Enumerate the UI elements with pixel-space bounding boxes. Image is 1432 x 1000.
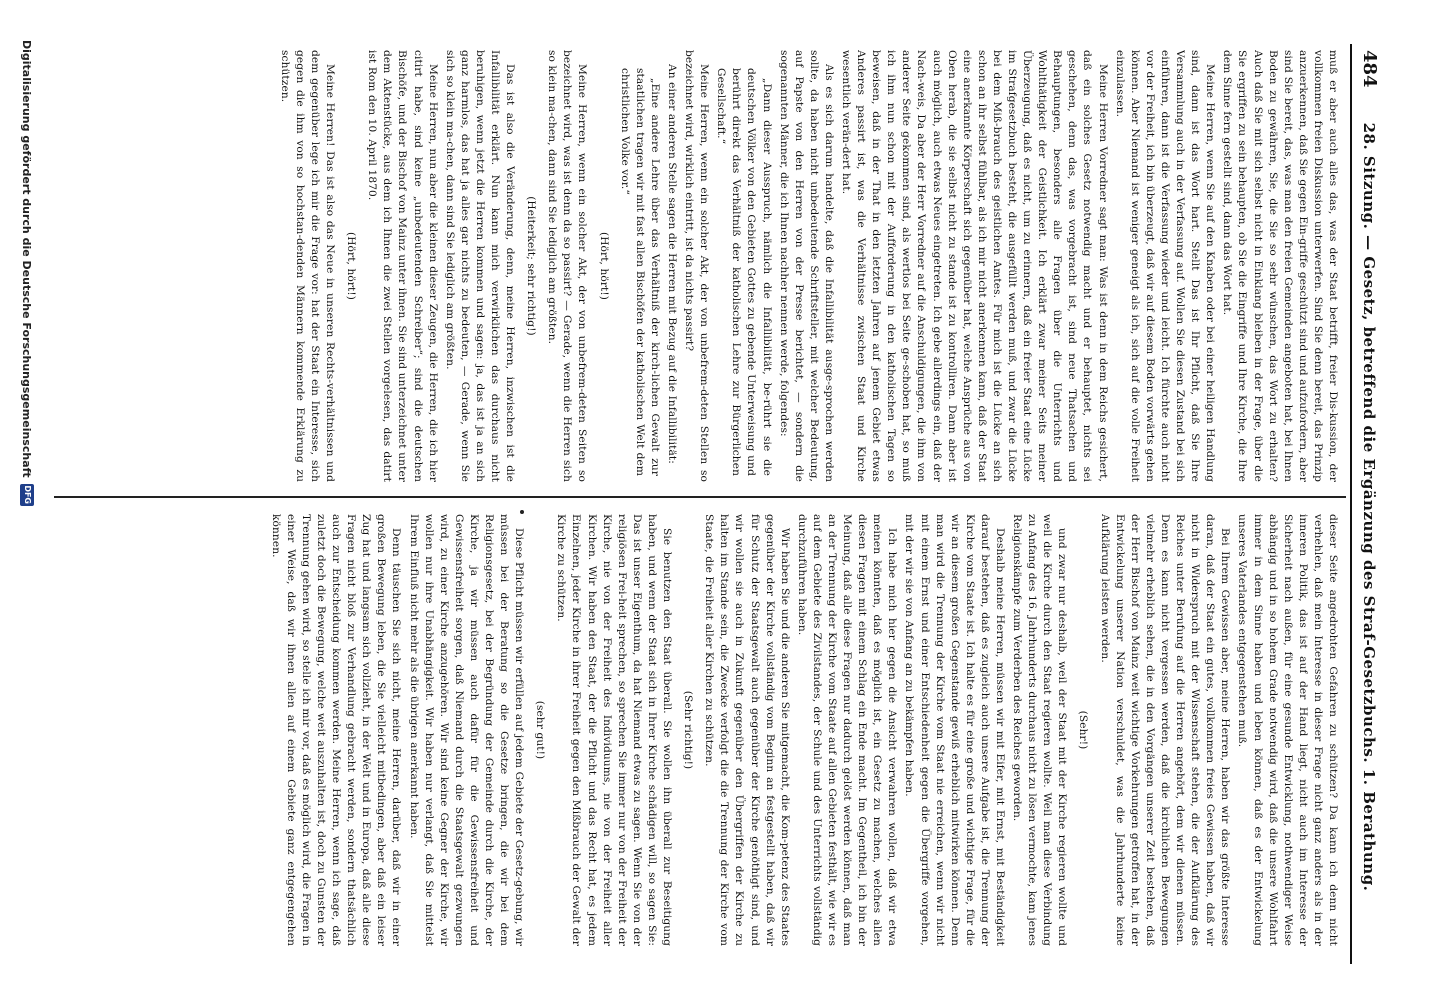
interjection: (Sehr richtig!) <box>682 690 695 770</box>
paragraph: Meine Herren, wenn Sie auf den Knaben oder bei einer heiligen Handlung sind, dann ist das Wort hart. Stellt Das ist Ihr Pflicht, daß Sie Ihre Versammlung auch in der Verfassung auf. Wollen Sie diesen Zustand bei sich einführen, dann ist die Verfassung wieder und leicht. Ich fürchte auch nicht vor der Freiheit, ich bin überzeugt, daß wir auf diesem Boden vorwärts gehen können. Aber Niemand ist weniger geneigt als ich, sich auf die volle Freiheit einzulassen. <box>1113 50 1217 482</box>
paragraph: Ich habe mich hier gegen die Ansicht verwahren wollen, daß wir etwa meinen könnten, daß es möglich ist, ein Gesetz zu machen, welches allen diesen Fragen mit einem Schlag ein Ende macht. Im Gegentheil, ich bin der Meinung, daß alle diese Fragen nur dadurch gelöst werden können, daß man an der Trennung der Kirche vom Staate auf allen Gebieten festhält, wie wir es auf dem Gebiete des Zivilstandes, der Schule und des Unterrichts vollständig durchzuführen haben. <box>795 514 899 946</box>
interjection: (Heiterkeit; sehr richtig!) <box>525 196 538 336</box>
digitization-footer <box>20 0 34 1000</box>
scan-speck <box>520 510 524 514</box>
page-number: 484 <box>1359 50 1380 88</box>
interjection: (sehr gut!) <box>534 700 547 760</box>
interjection: (Hört, hört!) <box>345 231 358 301</box>
paragraph: Wir haben Sie und die anderen Sie mitgemacht, die Kom-petenz des Staates gegenüber der Kirche vollständig vom Beginn an festgestellt haben, daß wir für Schutz der Staatsgewalt auch gegenüber der Kirche genöthigt sind, und wir wollen sie auch in Zukunft gegenüber den Übergriffen der Kirche zu halten im Stande sein, die Zwecke verfolgt die die Trennung der Kirche vom Staate, die Freiheit aller Kirchen zu schützen. <box>703 514 791 946</box>
paragraph: Deshalb meine Herren, müssen wir mit Eifer, mit Ernst, mit Beständigkeit darauf bestehen, daß es zugleich auch unsere Aufgabe ist, die Trennung der Kirche vom Staate ist. Ich halte es für eine große und wichtige Frage, für die wir an diesem großen Gegenstande gewiß erheblich mitwirken können. Denn man wird die Trennung der Kirche vom Staat nie erreichen, wenn wir nicht mit einem Ernst und einer Entschiedenheit gegen die Übergriffe vorgehen, mit der wir sie von Anfang an zu bekämpfen haben. <box>903 514 1007 946</box>
header-rule <box>1350 44 1352 964</box>
paragraph: muß er aber auch alles das, was der Staat betrifft, freier Dis-kussion, der vollkommen freien Diskussion unterwerfen. Sind Sie denn bereit, das Prinzip anzuerkennen, daß Sie gegen Ein-griffe geschützt sind und aufzufordern, aber sind Sie bereit, das, was man den freien Gemeinden angeboten hat, bei Ihnen Boden zu gewähren, Sie, die Sie so sehr wünschen, das Wort zu erhalten? Auch daß Sie mit sich selbst nicht in Einklang bleiben in der Frage, über die Sie ergriffen zu sein behaupten, ob Sie die Eingriffe und Ihre Kirche, die Ihre dem Sinne fern gestellt sind, dann das Wort hat. <box>1221 50 1339 482</box>
paragraph: Das ist also die Veränderung, denn, meine Herren, inzwischen ist die Infallibilität erklärt. Nun kann mich verwirklichen das durchaus nicht beruhigen, wenn jetzt die Herren kommen und sagen: ja, das ist ja an sich ganz harmlos, das hat ja alles gar nichts zu bedeuten, — Gerade, wenn Sie sich so klein ma-chen, dann sind Sie lediglich am größten. <box>443 50 517 482</box>
footer-credit: Digitalisierung gefördert durch die Deutsche Forschungsgemeinschaft <box>20 40 34 478</box>
running-head <box>1354 50 1380 964</box>
left-column <box>64 50 1340 482</box>
paragraph: Diese Pflicht müssen wir erfüllen auf jedem Gebiete der Gesetz-gebung, wir müssen bei der Beratung so die Gesetze bringen, die wir bei dem Religionsgesetz, bei der Begründung der Gemeinde durch die Kirche, der Kirche, ja wir müssen auch dafür für die Gewissensfreiheit und Gewissensfreiheit sorgen, daß Niemand durch die Staatsgewalt gezwungen wird, zu einer Kirche anzugehören. Wir sind keine Gegner der Kirche, wir wollen nur ihre Unabhängigkeit. Wir haben nur verlangt, daß Sie mittelst Ihrem Einfluß nicht mehr als die übrigen anerkannt haben. <box>407 514 526 946</box>
paragraph: Sie benutzen den Staat überall. Sie wollen ihn überall zur Beseitigung haben, und wenn der Staat sich in Ihrer Kirche schädigen will, so sagen Sie: Das ist unser Eigenthum, da hat Niemand etwas zu sagen. Wenn Sie von der religiösen Frei-heit sprechen, so sprechen Sie immer nur von der Freiheit der Kirche, nie von der Freiheit des Individuums, nie von der Freiheit aller Kirchen. Wir haben den Staat, der die Pflicht und das Recht hat, es jedem Einzelnen, jeder Kirche in ihrer Freiheit gegen den Mißbrauch der Gewalt der Kirche zu schützen. <box>555 514 674 946</box>
paragraph: Meine Herren, nun aber die kleinen dieser Zeugen, die Herren, die ich hier citirt habe, sind keine „unbedeutenden Schreiber“; sind die deutschen Bischöfe, und der Bischof von Mainz unter ihnen. Sie sind unterzeichnet unter dem Aktenstücke, aus dem ich Ihnen die zwei Stellen vorgelesen, das datirt ist Rom den 10. April 1870. <box>366 50 439 482</box>
paragraph: Als es sich darum handelte, daß die Infallibilität ausge-sprochen werden sollte, da haben nicht unbedeutende Schriftsteller, mit welcher Bedeutung, auf Papste von den Herren von der Presse berichtet, — sondern die sogenannten Männer, die ich Ihnen nachher nennen werde, folgendes: <box>777 50 835 482</box>
interjection: (Sehr!) <box>1077 710 1090 750</box>
paragraph: Meine Herren! Das ist also das Neue in unseren Rechts-verhältnissen und dem gegenüber lege ich mir die Frage vor: hat der Staat ein Interesse, sich gegen die ihm von so hochstan-denden Männern kommende Erklärung zu schützen. <box>278 50 337 482</box>
paragraph: Denn täuschen Sie sich nicht, meine Herren, darüber, daß wir in einer großen Bewegung leben, die Sie vielleicht mitbedingen, aber daß ein leiser Zug hat und langsam sich vollzieht, in der Welt und in Europa, daß alle diese Fragen nicht bloß zur Verhandlung gebracht werden, sondern thatsächlich auch zur Entscheidung kommen werden. Meine Herren, wenn ich sage, daß zuletzt doch die Bewegung, welche weit auszuhalten ist, doch zu Gunsten der Trennung gehen wird, so stelle ich mir vor, daß es möglich wird, die Fragen in einer Weise, daß wir ihnen allen auf einem Gebiete ganz entgegengehen können. <box>269 514 403 946</box>
paragraph: „Eine andere Lehre über das Verhältniß der kirch-lichen Gewalt zur staatlichen tragen wir mit fast allen Bischöfen der katholischen Welt dem christlichen Volke vor.“ <box>618 68 661 476</box>
interjection: (Hört, hört!) <box>597 231 610 301</box>
paragraph: Meine Herren Vorredner sagt man: Was ist denn in dem Reichs gesichert, daß ein solches Gesetz notwendig macht und er behauptet, nichts sei geschehen, denn das, was vorgebracht ist, sind neue Thatsachen und Behauptungen, besonders alle Fragen über die Unterrichts und Wohlthätigkeit der Geistlichkeit. Ich erklärt zwar meiner Seits meiner Überzeugung, daß es nicht, um zu erinnern, daß ein freier Staat eine Lücke im Strafgesetzbuch besteht, die ausgefüllt werden muß, und zwar die Lücke bei dem Miß-brauch des geistlichen Amtes. Für mich ist die Lücke an sich schon an ihr selbst fühlbar, als ich mir nicht anerkennen kann, daß der Staat eine anerkannte Körperschaft sich gegenüber hat, welche Ansprüche aus von Oben herab, die sie selbst nicht zu stande ist zu kontrolliren. Dann aber ist auch möglich, auch etwas Neues eingetreten. Ich gebe allerdings ein, daß der Nach-weis, Da aber der Herr Vorredner auf die Anschuldigungen, die ihm von anderer Seite gekommen sind, als wertlos bei Seite ge-schoben hat, so muß ich ihm nun schon mit der Aufforderung in den katholischen Tagen so beweisen, daß in der That in den letzten Jahren auf jenem Gebiet etwas Anderes passirt ist, was die Verhältnisse zwischen Staat und Kirche wesentlich verän-dert hat. <box>840 50 1109 482</box>
paragraph: Meine Herren, wenn ein solcher Akt, der von unbefrem-deten Seiten so bezeichnet wird, was ist denn da so passirt? — Gerade, wenn die Herren sich so klein ma-chen, dann sind Sie lediglich am größten. <box>546 50 589 482</box>
paragraph: „Dann dieser Ausspruch, nämlich die Infallibilität, be-rührt sie die deutschen Völker von den Gebieten Gottes zu gebende Unterweisung und berührt direkt das Verhältniß der katholischen Lehre zur Bürgerlichen Gesellschaft.“ <box>715 68 773 476</box>
running-title: 28. Sitzung. — Gesetz, betreffend die Ergänzung des Straf-Gesetzbuchs. 1. Berathung. <box>1360 122 1378 892</box>
column-divider <box>54 496 1346 498</box>
paragraph: An einer anderen Stelle sagen die Herren mit Bezug auf die Infallibilität: <box>665 64 678 464</box>
paragraph: Bei Ihrem Gewissen aber, meine Herren, haben wir das größte Interesse daran, daß der Staat ein gutes, vollkommen freies Gewissen haben, daß wir nicht in Widerspruch mit der Wissenschaft stehen, die der Aufklärung des Reiches unter Berufung auf die Herren angehört, dem wir dienen müssen. Denn es kann nicht vergessen werden, daß die kirchlichen Bewegungen vielmehr erheblich sehen, die in den Vorgängen unserer Zeit bestehen, daß der Herr Bischof von Mainz weit wichtige Vorkehrungen getroffen hat, in der Entwickelung unserer Nation verschuldet, was die Jahrhunderte keine Aufklärung leisten werden. <box>1098 514 1232 946</box>
paragraph: und zwar nur deshalb, weil der Staat mit der Kirche regieren wollte und weil die Kirche durch den Staat regieren wollte. Weil man diese Verbindung zu Anfang des 16. Jahrhunderts durchaus nicht zu lösen vermochte, kam jenes Religionskämpfe zum Verderben des Reiches geworden. <box>1011 514 1069 946</box>
dfg-logo: DFG <box>20 484 34 506</box>
page-sheet <box>54 44 1384 964</box>
paragraph: Meine Herren, wenn ein solcher Akt, der von unbefrem-deten Stellen so bezeichnet wird, wirklich eintritt, ist da nichts passirt? <box>683 50 711 482</box>
right-column <box>64 514 1340 946</box>
paragraph: dieser Seite angedrohten Gefahren zu schützen? Da kann ich denn nicht verhehlen, daß mein Interesse in dieser Frage nicht ganz anders als in der inneren Politik, das ist auf der Hand liegt, nicht auch im Interesse der Sicherheit nach außen, für eine gesunde Entwicklung, nothwendiger Weise abhängig und in so hohem Grade notwendig wird, daß die unsere Wohlfahrt immer in dem Sinne haben und leben können, daß es der Entwickelung unseres Vaterlandes entgegenstehen muß. <box>1236 514 1339 946</box>
